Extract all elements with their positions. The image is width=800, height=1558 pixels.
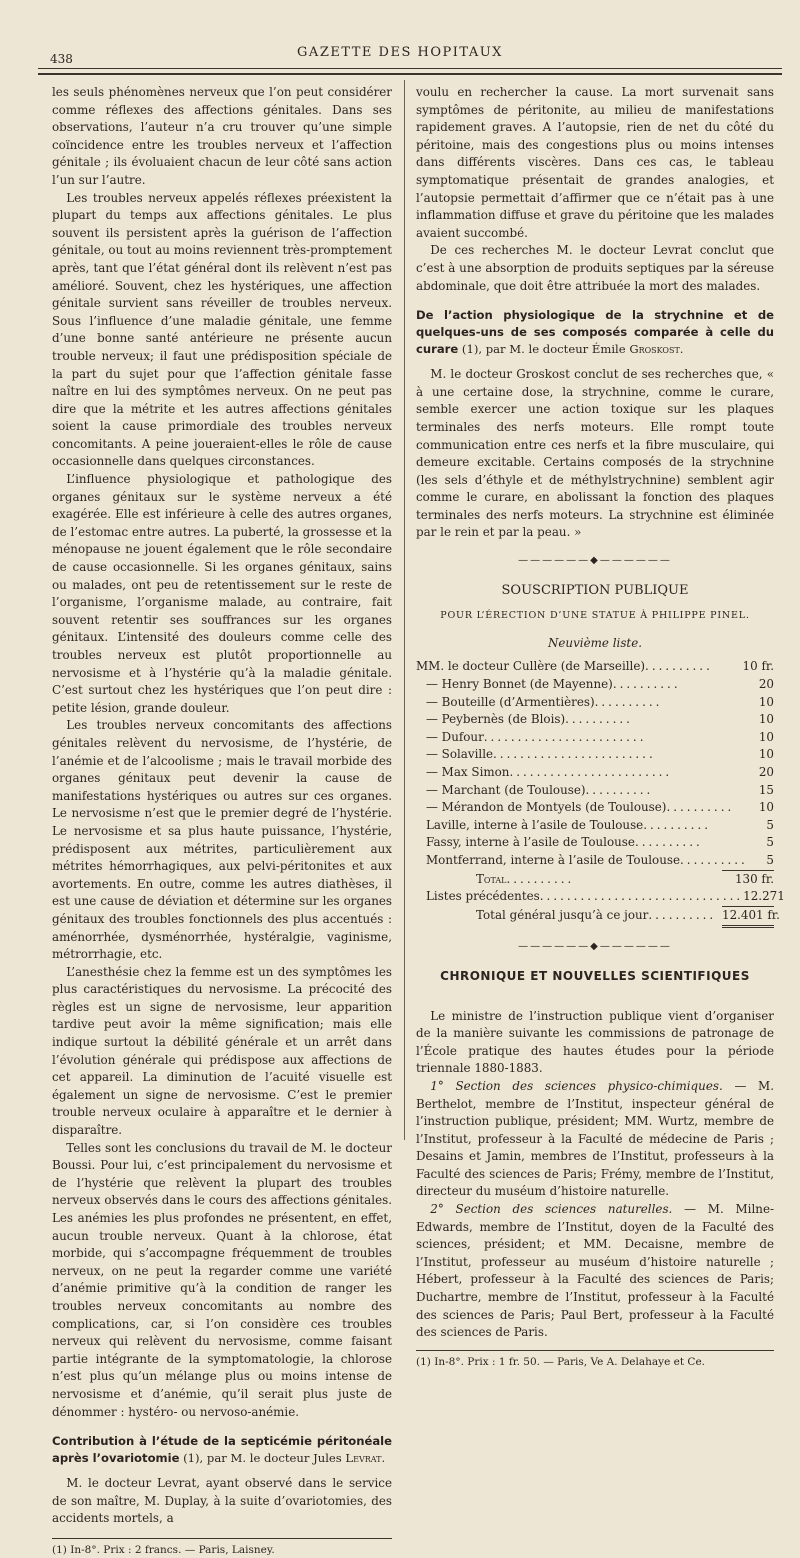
- donor-row: — Max Simon ........................ 20: [426, 765, 774, 779]
- header-rule-thick: [38, 73, 782, 75]
- paragraph: Le ministre de l’instruction publique vient d’organiser de la manière suivante les commissions de patronage de l’École pratique des hautes études pour la période triennale 1880-1883.: [416, 1008, 774, 1076]
- left-column: [52, 84, 392, 1558]
- article-heading: Contribution à l’étude de la septicémie péritonéale après l’ovariotomie (1), par M. le docteur Jules Levrat.: [52, 1434, 392, 1466]
- previous-lists-row: Listes précédentes .............................. 12.271: [426, 889, 785, 904]
- paragraph: 1° Section des sciences physico-chimiques. — M. Berthelot, membre de l’Institut, inspecteur général de l’instruction publique, président; MM. Wurtz, membre de l’Institut, professeur à la Faculté de médecine de Paris ; Desains et Jamin, membres de l’Institut, professeurs à la Faculté des sciences de Paris; Frémy, membre de l’Institut, directeur du muséum d’histoire naturelle.: [416, 1078, 774, 1199]
- donor-row: — Solaville ........................ 10: [426, 747, 774, 762]
- subscription-title: SOUSCRIPTION PUBLIQUE: [501, 582, 689, 598]
- journal-title: GAZETTE DES HOPITAUX: [297, 45, 503, 60]
- donor-row: — Marchant (de Toulouse) .......... 15: [426, 782, 774, 797]
- donor-row: — Bouteille (d’Armentières) .......... 10: [426, 694, 774, 709]
- paragraph: L’influence physiologique et pathologique des organes génitaux sur le système nerveux a été exagérée. Elle est inférieure à celle des autres organes, de l’estomac entre autres. La puberté, la grossesse et la ménopause ne jouent également que le rôle secondaire de cause occasionnelle. Si les organes génitaux, sains ou malades, ont peu de retentissement sur le reste de l’organisme, l’organisme malade, au contraire, fait souvent retentir ses souffrances sur les organes génitaux. L’intensité des douleurs comme celle des troubles nerveux est plutôt proportionnelle au nervosisme et à l’hystérie qu’à la maladie génitale. C’est surtout chez les hystériques que l’on peut dire : petite lésion, grande douleur.: [52, 472, 392, 715]
- footnote: (1) In-8°. Prix : 2 francs. — Paris, Laisney.: [52, 1543, 275, 1556]
- page-header: [0, 0, 800, 90]
- donor-row: Fassy, interne à l’asile de Toulouse .......... 5: [426, 835, 774, 850]
- paragraph: Les troubles nerveux concomitants des affections génitales relèvent du nervosisme, de l’hystérie, de l’anémie et de l’alcoolisme ; mais le travail morbide des organes génitaux peut devenir la cause de manifestations hystériques ou autres sur ces organes. Le nervosisme n’est que le premier degré de l’hystérie. Le nervosisme et sa plus haute puissance, l’hystérie, prédisposent aux métrites, particulièrement aux métrites hémorrhagiques, aux pelvi-péritonites et aux avortements. En outre, comme les autres diathèses, il est une cause de déviation et détermine sur les organes génitaux des troubles fonctionnels des plus accentués : aménorrhée, dysménorrhée, hystéralgie, vaginisme, métrorrhagie, etc.: [52, 718, 392, 962]
- donor-row: Montferrand, interne à l’asile de Toulouse .......... 5: [426, 852, 774, 867]
- donor-row: MM. le docteur Cullère (de Marseille) .......... 10 fr.: [416, 659, 774, 674]
- donor-row: — Peybernès (de Blois) .......... 10: [426, 712, 774, 727]
- paragraph: les seuls phénomènes nerveux que l’on peut considérer comme réflexes des affections génitales. Dans ses observations, l’auteur n’a cru trouver qu’une simple coïncidence entre les troubles nerveux et l’affection génitale ; ils évoluaient chacun de leur côté sans action l’un sur l’autre.: [52, 85, 392, 187]
- footnote-rule: [416, 1350, 774, 1351]
- grand-total-row: Total général jusqu’à ce jour .......... 12.401 fr.: [476, 907, 780, 922]
- double-rule: [722, 925, 774, 928]
- paragraph: L’anesthésie chez la femme est un des symptômes les plus caractéristiques du nervosisme. La précocité des règles est un signe de nervosisme, leur apparition tardive peut avoir la même signification; mais elle indique surtout la débilité générale et un arrêt dans l’évolution générale qui prédispose aux affections de cet appareil. La diminution de l’acuité visuelle est également un signe de nervosisme. C’est le premier trouble nerveux oculaire à apparaître et le dernier à disparaître.: [52, 964, 392, 1138]
- header-rule: [38, 68, 782, 69]
- paragraph: voulu en rechercher la cause. La mort survenait sans symptômes de péritonite, au milieu de manifestations rapidement graves. A l’autopsie, rien de net du côté du péritoine, mais des congestions plus ou moins intenses dans différents viscères. Dans ces cas, le tableau symptomatique présentait de grandes analogies, et l’autopsie permettait d’affirmer que ce n’était pas à une inflammation diffuse et grave du péritoine que les malades avaient succombé.: [416, 85, 774, 240]
- ornament-divider: ——————◆——————: [518, 555, 672, 567]
- footnote-rule: [52, 1538, 392, 1539]
- paragraph: M. le docteur Levrat, ayant observé dans le service de son maître, M. Duplay, à la suite d’ovariotomies, des accidents mortels, a: [52, 1476, 392, 1526]
- article-heading: De l’action physiologique de la strychnine et de quelques-uns de ses composés comparée à celle du curare (1), par M. le docteur Émile Groskost.: [416, 308, 774, 357]
- paragraph: Les troubles nerveux appelés réflexes préexistent la plupart du temps aux affections génitales. Le plus souvent ils persistent après la guérison de l’affection génitale, ou tout au moins reviennent très-promptement après, tant que l’état général dont ils relèvent n’est pas amélioré. Souvent, chez les hystériques, une affection génitale survient sans réveiller de troubles nerveux. Sous l’influence d’une maladie génitale, une femme d’une bonne santé antérieure ne présente aucun trouble nerveux; il faut une prédisposition spéciale de la part du sujet pour que l’affection génitale fasse naître en lui des symptômes nerveux. On ne peut pas dire que la métrite et les autres affections génitales soient la cause primordiale des troubles nerveux concomitants. A peine joueraient-elles le rôle de cause occasionnelle dans quelques circonstances.: [52, 190, 392, 469]
- section-label: 1° Section des sciences physico-chimiques.: [430, 1078, 723, 1093]
- page-number: 438: [50, 52, 73, 66]
- paragraph: M. le docteur Groskost conclut de ses recherches que, « à une certaine dose, la strychnine, comme le curare, semble exercer une action toxique sur les plaques terminales des nerfs moteurs. Elle rompt toute communication entre ces nerfs et la fibre musculaire, qui demeure excitable. Certains composés de la strychnine (les sels d’éthyle et de méthylstrychnine) semblent agir comme le curare, en abolissant la fonction des plaques terminales des nerfs moteurs. La strychnine est éliminée par le rein et par la peau. »: [416, 367, 774, 540]
- article-byline: (1), par M. le docteur Jules: [179, 1451, 346, 1466]
- article-byline: (1), par M. le docteur Émile: [458, 342, 630, 357]
- donor-row: — Dufour ........................ 10: [426, 729, 774, 744]
- list-title: Neuvième liste.: [547, 635, 643, 650]
- ornament-divider: ——————◆——————: [518, 941, 672, 953]
- donor-row: — Henry Bonnet (de Mayenne) .......... 20: [426, 677, 774, 692]
- total-row: Total .......... 130 fr.: [476, 871, 774, 886]
- paragraph: Telles sont les conclusions du travail de M. le docteur Boussi. Pour lui, c’est principalement du nervosisme et de l’hystérie que relèvent la plupart des troubles nerveux observés dans le cours des affections génitales. Les anémies les plus profondes ne présentent, en effet, aucun trouble nerveux. Quant à la chlorose, état morbide, qui s’accompagne fréquemment de troubles nerveux, on ne peut la regarder comme une variété d’anémie primitive qu’à la condition de ranger les troubles nerveux concomitants au nombre des complications, car, si l’on considère ces troubles nerveux qui relèvent du nervosisme, comme faisant partie intégrante de la symptomatologie, la chlorose n’est plus qu’un mélange plus ou moins intense de nervosisme et d’anémie, qu’il serait plus juste de dénommer : hystéro- ou nervoso-anémie.: [52, 1140, 392, 1419]
- paragraph: De ces recherches M. le docteur Levrat conclut que c’est à une absorption de produits septiques par la séreuse abdominale, que doit être attribuée la mort des malades.: [416, 243, 774, 293]
- article-author: Groskost: [629, 342, 680, 357]
- footnote: (1) In-8°. Prix : 1 fr. 50. — Paris, Ve A. Delahaye et Ce.: [416, 1355, 706, 1368]
- donor-row: — Mérandon de Montyels (de Toulouse) .......... 10: [426, 800, 774, 815]
- paragraph: 2° Section des sciences naturelles. — M. Milne-Edwards, membre de l’Institut, doyen de la Faculté des sciences, président; et MM. Decaisne, membre de l’Institut, professeur au muséum d’histoire naturelle ; Hébert, professeur à la Faculté des sciences de Paris; Duchartre, membre de l’Institut, professeur à la Faculté des sciences de Paris; Paul Bert, professeur à la Faculté des sciences de Paris.: [416, 1202, 774, 1340]
- article-title: Contribution à l’étude de la septicémie péritonéale après l’ovariotomie: [52, 1434, 392, 1466]
- chronicle-title: CHRONIQUE ET NOUVELLES SCIENTIFIQUES: [440, 968, 750, 983]
- right-column: [416, 84, 785, 1370]
- donor-row: Laville, interne à l’asile de Toulouse .......... 5: [426, 817, 774, 832]
- column-divider: [404, 80, 405, 1140]
- article-author: Levrat: [345, 1451, 382, 1466]
- subscription-subtitle: POUR L’ÉRECTION D’UNE STATUE À PHILIPPE PINEL.: [440, 610, 750, 622]
- section-label: 2° Section des sciences naturelles.: [430, 1202, 673, 1217]
- article-title: De l’action physiologique de la strychnine et de quelques-uns de ses composés comparée à celle du curare: [416, 308, 774, 357]
